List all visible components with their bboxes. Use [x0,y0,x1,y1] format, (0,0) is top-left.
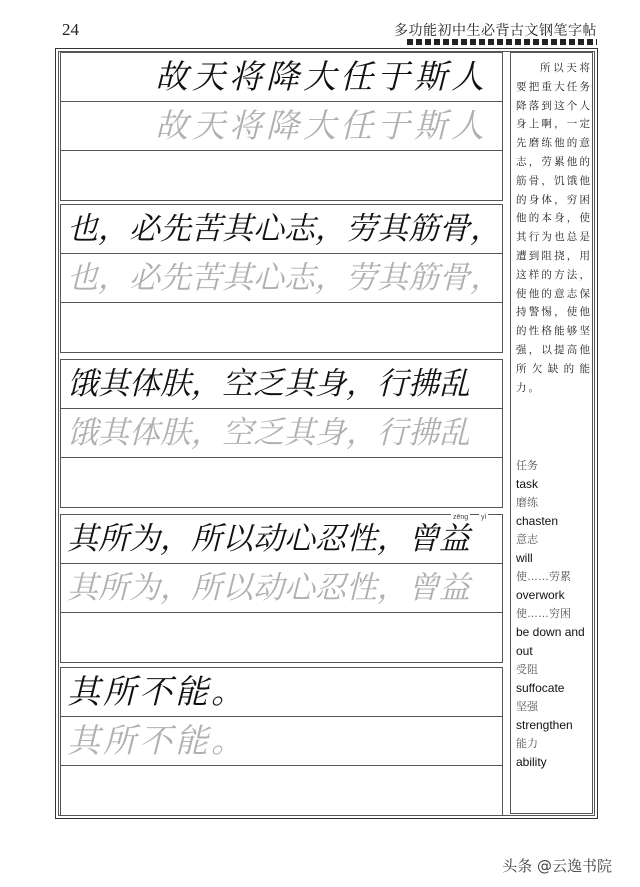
trace-row [61,102,502,151]
blank-writing-row[interactable] [61,458,502,507]
watermark: 头条 @云逸书院 [502,857,612,875]
vocabulary-glossary [516,457,594,772]
model-row [61,668,502,717]
book-title: 多功能初中生必背古文钢笔字帖 [394,23,597,39]
model-text: 故天将降大任于斯人 [155,57,488,96]
model-row [61,205,502,254]
blank-writing-row[interactable] [61,151,502,200]
glossary-term-en: chasten [516,514,559,528]
glossary-term-cn: 磨练 [516,497,538,509]
glossary-term-cn: 受阻 [516,664,538,676]
pinyin-zeng: zēng [453,514,469,521]
glossary-term-cn: 坚强 [516,701,538,713]
practice-section-2 [60,204,503,353]
model-text: 也，必先苦其心志，劳其筋骨， [67,211,501,247]
glossary-term-en: overwork [516,588,565,602]
trace-row [61,409,502,458]
blank-writing-row[interactable] [61,766,502,815]
glossary-term-en: ability [516,755,547,769]
trace-text: 也，必先苦其心志，劳其筋骨， [67,260,501,296]
trace-text: 故天将降大任于斯人 [155,106,488,145]
glossary-term-en: will [516,551,533,565]
trace-text: 饿其体肤，空乏其身，行拂乱 [67,415,470,451]
trace-text: 其所为，所以动心忍性，曾益 [67,570,470,606]
model-row [61,515,502,564]
translation-sidebar [510,52,593,814]
glossary-term-cn: 任务 [516,460,538,472]
model-row [61,53,502,102]
blank-writing-row[interactable] [61,613,502,662]
glossary-term-en: be down and out [516,625,585,658]
glossary-term-cn: 意志 [516,534,538,546]
trace-text: 其所不能。 [67,721,247,760]
trace-row [61,254,502,303]
trace-row [61,564,502,613]
model-text: 其所不能。 [67,672,247,711]
practice-section-5 [60,667,503,816]
trace-row [61,717,502,766]
practice-section-3 [60,359,503,508]
glossary-term-cn: 能力 [516,738,538,750]
practice-section-4 [60,514,503,663]
model-text: 其所为，所以动心忍性，曾益 [67,521,470,557]
model-row [61,360,502,409]
glossary-term-en: task [516,477,539,491]
title-decoration [407,39,597,45]
glossary-term-cn: 使……穷困 [516,608,571,620]
model-text: 饿其体肤，空乏其身，行拂乱 [67,366,470,402]
glossary-term-en: strengthen [516,718,573,732]
glossary-term-en: suffocate [516,681,565,695]
pinyin-yi: yì [481,514,487,521]
modern-translation: 所以天将要把重大任务降落到这个人身上啊，一定先磨练他的意志，劳累他的筋骨，饥饿他的身体，穷困他的本身，使其行为也总是遭到阻挠，用这样的方法，使他的意志保持警惕，使他的性格能够坚强，以提高他所欠缺的能力。 [516,62,592,394]
practice-section-1 [60,52,503,201]
glossary-term-cn: 使……劳累 [516,571,571,583]
page-number: 24 [62,20,79,39]
blank-writing-row[interactable] [61,303,502,352]
